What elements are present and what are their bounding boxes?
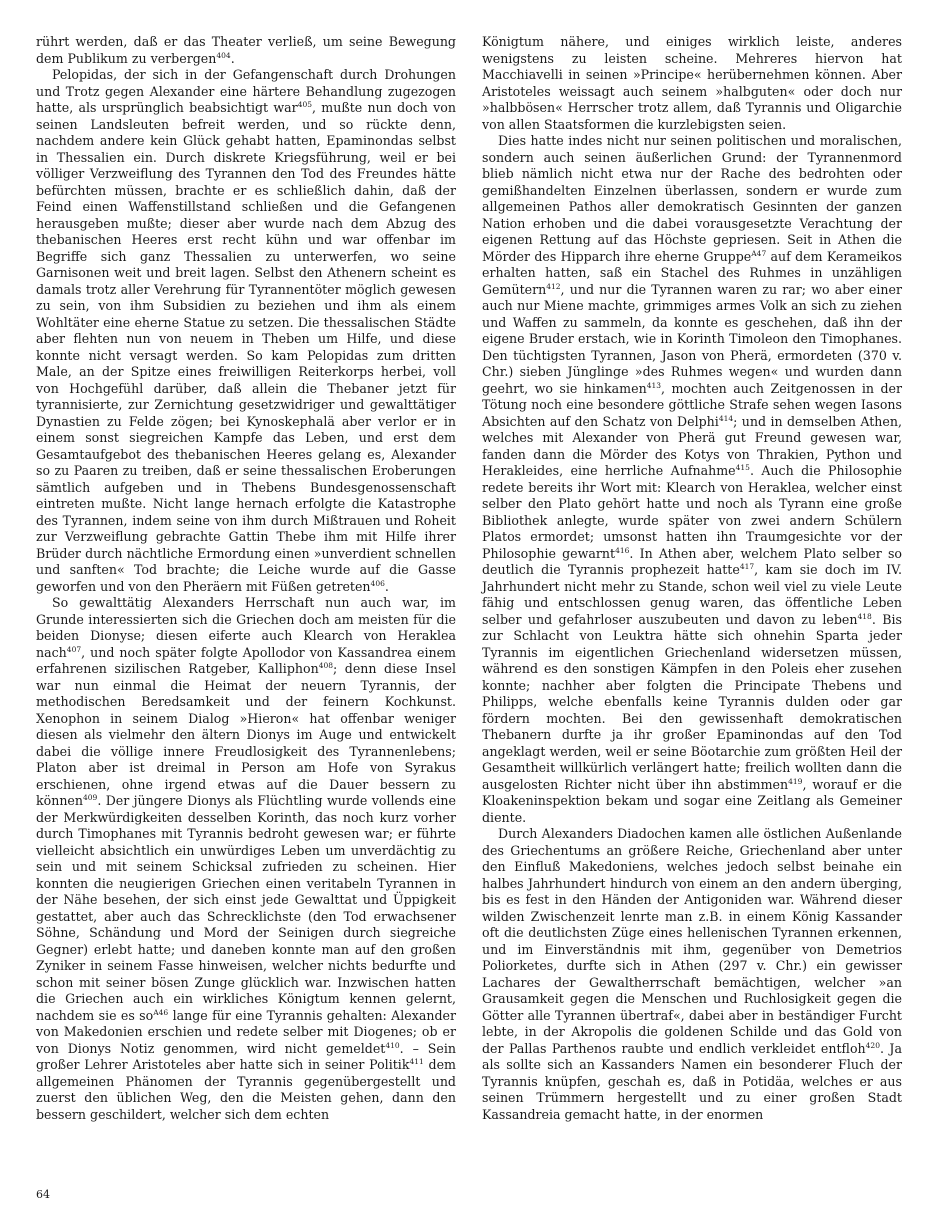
text-run: , und nur die Tyrannen waren zu rar; wo aber einer auch nur Miene machte, grimmiges armes Volk an sich zu ziehen und Waffen zu sammeln, da konnte es geschehen, daß ihn der eigene Bruder erstach, wie in Korinth Timoleon den Timophanes. Den tüchtigsten Tyrannen, Jason von Pherä, ermordeten (370 v. Chr.) sieben Jünglinge »des Ruhmes wegen« und wurden dann geehrt, wo sie hinkamen — [482, 281, 902, 396]
paragraph — [36, 595, 456, 1123]
text-run: lange für eine Tyrannis gehalten: Alexander von Makedonien erschien und redete selber mit Diogenes; ob er von Dionys Notiz genommen, wird nicht gemeldet — [36, 1007, 456, 1056]
text-run: . Bis zur Schlacht von Leuktra hätte sich ohnehin Sparta jeder Tyrannis im eigentlichen Griechenland widersetzen müssen, während es den sonstigen Kämpfen in den Poleis eher zusehen konnte; nachher aber folgten die Principate Thebens und Philipps, welche ebenfalls keine Tyrannis dulden oder gar fördern mochten. Bei den gewissenhaft demokratischen Thebanern durfte ja ihr großer Epaminondas auf den Tod angeklagt werden, weil er seine Böotarchie zum größten Heil der Gesamtheit willkürlich verlängert hatte; freilich wollten dann die ausgelosten Richter nicht über ihn abstimmen — [482, 611, 902, 792]
paragraph — [36, 67, 456, 595]
footnote-marker: 417 — [739, 562, 755, 571]
footnote-marker: 407 — [66, 644, 82, 654]
footnote-marker: 411 — [409, 1057, 424, 1066]
text-run: Königtum nähere, und einiges wirklich leiste, anderes wenigstens zu leisten scheine. Mehreres hiervon hat Macchiavelli in seinen »Principe« herübernehmen können. Aber Aristoteles weissagt auch seinem »halbguten« oder doch nur »halbbösen« Herrscher trotz allem, daß Tyrannis und Oligarchie von allen Staatsformen die kurzlebigsten seien. — [482, 34, 902, 132]
footnote-marker: 408 — [318, 661, 334, 670]
text-run: ; und in demselben Athen, welches mit Alexander von Pherä gut Freund gewesen war, fanden dann die Mörder des Kotys von Thrakien, Python und Herakleides, eine herrliche Aufnahme — [482, 413, 902, 478]
paragraph — [482, 826, 902, 1123]
text-run: ; denn diese Insel war nun einmal die Heimat der neuern Tyrannis, der methodischen Beredsamkeit und der feinern Kochkunst. Xenophon in seinem Dialog »Hieron« hat offenbar weniger diesen als vielmehr den ältern Dionys im Auge und entwickelt dabei die völlige innere Freudlosigkeit des Tyrannenlebens; Platon aber ist dreimal in Person am Hofe von Syrakus erschienen, ohne irgend etwas auf die Dauer bessern zu können — [36, 661, 456, 808]
text-run: rührt werden, daß er das Theater verließ, um seine Bewegung dem Publikum zu verbergen — [36, 34, 456, 66]
footnote-marker: 419 — [788, 776, 803, 786]
text-run: . Auch die Philosophie redete bereits ihr Wort mit: Klearch von Heraklea, welcher einst selber den Plato gehört hatte und noch als Tyrann eine große Bibliothek anlegte, wurde später von zwei andern Schülern Platos ermordet; umsonst hatten ihn Traumgesichte vor der Philosophie gewarnt — [482, 463, 902, 561]
footnote-marker: A47 — [751, 248, 767, 258]
text-run: . Ja als sollte sich an Kassanders Namen ein besonderer Fluch der Tyrannis knüpfen, geschah es, daß in Potidäa, welches er aus seinen Trümmern hergestellt und zu einer großen Stadt Kassandreia gemacht hatte, in der enormen — [482, 1040, 902, 1122]
footnote-marker: 414 — [718, 413, 734, 423]
text-run: Dies hatte indes nicht nur seinen politischen und moralischen, sondern auch seinen äußerlichen Grund: der Tyrannenmord blieb nämlich nicht etwa nur der Rache des bedrohten oder gemißhandelten Einzelnen überlassen, sondern er wurde zum allgemeinen Pathos aller demokratisch Gesinnten der ganzen Nation erhoben und die dabei vorausgesetzte Verachtung der eigenen Rettung auf das Höchste gepriesen. Seit in Athen die Mörder des Hipparch ihre eherne Gruppe — [482, 133, 902, 264]
text-run: . In Athen aber, welchem Plato selber so deutlich die Tyrannis prophezeit hatte — [482, 545, 902, 577]
left-column — [36, 34, 456, 1123]
page-number: 64 — [36, 1188, 50, 1201]
footnote-marker: 415 — [735, 463, 750, 472]
text-run: . — [384, 578, 389, 594]
paragraph — [36, 34, 456, 67]
footnote-marker: 404 — [216, 50, 231, 60]
right-column — [482, 34, 902, 1123]
text-run: , worauf er die Kloakeninspektion bekam und sogar eine Zeitlang als Gemeiner diente. — [482, 776, 902, 825]
book-page — [36, 34, 902, 1174]
footnote-marker: 409 — [83, 793, 98, 802]
text-run: Durch Alexanders Diadochen kamen alle östlichen Außenlande des Griechentums an größere Reiche, Griechenland aber unter den Einfluß Makedoniens, welches jedoch selbst beinahe ein halbes Jahrhundert hindurch von einem an den andern überging, bis es fest in den Händen der Antigoniden war. Während dieser wilden Zwischenzeit lenrte man z.B. in einem König Kassander oft die deutlichsten Züge eines hellenischen Tyrannen erkennen, und im Einverständnis mit ihm, gegenüber von Demetrios Poliorketes, durfte sich in Athen (297 v. Chr.) ein gewisser Lachares der Gewaltherrschaft bemächtigen, welcher »an Grausamkeit gegen die Menschen und Ruchlosigkeit gegen die Götter alle Tyrannen übertraf«, dabei aber in beständiger Furcht lebte, in der Akropolis die goldenen Schilde und das Gold von der Pallas Parthenos raubte und endlich verkleidet entfloh — [482, 826, 902, 1056]
text-run: , mochten auch Zeitgenossen in der Tötung noch eine besondere göttliche Strafe sehen wegen Iasons Absichten auf den Schatz von Delphi — [482, 380, 903, 429]
text-run: Pelopidas, der sich in der Gefangenschaft durch Drohungen und Trotz gegen Alexander eine härtere Behandlung zugezogen hatte, als ursprünglich beabsichtigt war — [36, 67, 456, 115]
paragraph — [482, 34, 902, 133]
footnote-marker: 410 — [385, 1040, 400, 1050]
text-run: So gewalttätig Alexanders Herrschaft nun auch war, im Grunde interessierten sich die Griechen doch am meisten für die beiden Dionyse; diesen eiferte auch Klearch von Heraklea nach — [36, 595, 456, 660]
text-run: . – Sein großer Lehrer Aristoteles aber hatte sich in seiner Politik — [36, 1040, 456, 1072]
footnote-marker: 412 — [546, 281, 561, 291]
footnote-marker: 413 — [646, 380, 662, 390]
text-run: dem allgemeinen Phänomen der Tyrannis gegenübergestellt und zuerst den üblichen Weg, den die Meisten gehen, dann den bessern geschildert, welcher sich dem echten — [36, 1057, 456, 1122]
text-run: auf dem Kerameikos erhalten hatten, saß ein Stachel des Ruhmes in unzähligen Gemütern — [482, 248, 902, 297]
text-run: , kam sie doch im IV. Jahrhundert nicht mehr zu Stande, schon weil viel zu viele Leute fähig und entschlossen genug waren, das öffentliche Leben selber und gefahrloser auszubeuten und davon zu leben — [482, 562, 902, 627]
footnote-marker: 406 — [370, 578, 385, 588]
footnote-marker: 405 — [297, 100, 313, 109]
text-run: . — [230, 50, 235, 66]
paragraph — [482, 133, 902, 826]
footnote-marker: 420 — [865, 1040, 880, 1050]
text-run: , und noch später folgte Apollodor von Kassandrea einem erfahrenen sizilischen Ratgeber, Kalliphon — [36, 644, 456, 676]
footnote-marker: 416 — [615, 545, 630, 555]
footnote-marker: A46 — [153, 1007, 169, 1017]
text-run: , mußte nun doch von seinen Landsleuten befreit werden, und so rückte denn, nachdem andere kein Glück gehabt hatten, Epaminondas selbst in Thessalien ein. Durch diskrete Kriegsführung, weil er bei völliger Verzweiflung des Tyrannen den Tod des Freundes hätte befürchten müssen, brachte er es schließlich dahin, daß der Feind einen Waffenstillstand schließen und die Gefangenen herausgeben mußte; dieser aber wurde nach dem Abzug des thebanischen Heeres erst recht kühn und war offenbar im Begriffe sich ganz Thessalien zu unterwerfen, wo seine Garnisonen weit und breit lagen. Selbst den Athenern scheint es damals trotz aller Verehrung für Tyrannentöter möglich gewesen zu sein, von ihm Subsidien zu beziehen und ihm als einem Wohltäter eine eherne Statue zu setzen. Die thessalischen Städte aber flehten nun von neuem in Theben um Hilfe, und diese konnte nicht versagt werden. So kam Pelopidas zum dritten Male, an der Spitze eines freiwilligen Reiterkorps herbei, voll von Hochgefühl darüber, daß allein die Thebaner jetzt für tyrannisierte, zur Zernichtung gesetzwidriger und gewalttätiger Dynastien zu Felde zögen; bei Kynoskephalä aber verlor er in einem sonst siegreichen Kampfe das Leben, und erst dem Gesamtaufgebot des thebanischen Heeres gelang es, Alexander so zu Paaren zu treiben, daß er seine thessalischen Eroberungen sämtlich aufgeben und in Thebens Bundesgenossenschaft eintreten mußte. Nicht lange hernach erfolgte die Katastrophe des Tyrannen, indem seine von ihm durch Mißtrauen und Roheit zur Verzweiflung gebrachte Gattin Thebe ihm mit Hilfe ihrer Brüder durch nächtliche Ermordung einen »unverdient schnellen und sanften« Tod brachte; die Leiche wurde auf die Gasse geworfen und von den Pheräern mit Füßen getreten — [36, 100, 456, 594]
text-run: . Der jüngere Dionys als Flüchtling wurde vollends eine der Merkwürdigkeiten desselben Korinth, das noch kurz vorher durch Timophanes mit Tyrannis bedroht gewesen war; er führte vielleicht absichtlich ein unwürdiges Leben um unverdächtig zu sein und mit seinem Schicksal zufrieden zu scheinen. Hier konnten die neugierigen Griechen einen veritabeln Tyrannen in der Nähe besehen, der sich einst jede Gewalttat und Üppigkeit gestattet, aber auch das Schrecklichste (den Tod erwachsener Söhne, Schändung und Mord der Seinigen durch siegreiche Gegner) erlebt hatte; und daneben konnte man auf den großen Zyniker in seinem Fasse hinweisen, welcher nichts bedurfte und schon mit seiner bösen Zunge glücklich war. Inzwischen hatten die Griechen auch ein wirkliches Königtum kennen gelernt, nachdem sie es so — [36, 793, 456, 1023]
footnote-marker: 418 — [857, 611, 872, 621]
